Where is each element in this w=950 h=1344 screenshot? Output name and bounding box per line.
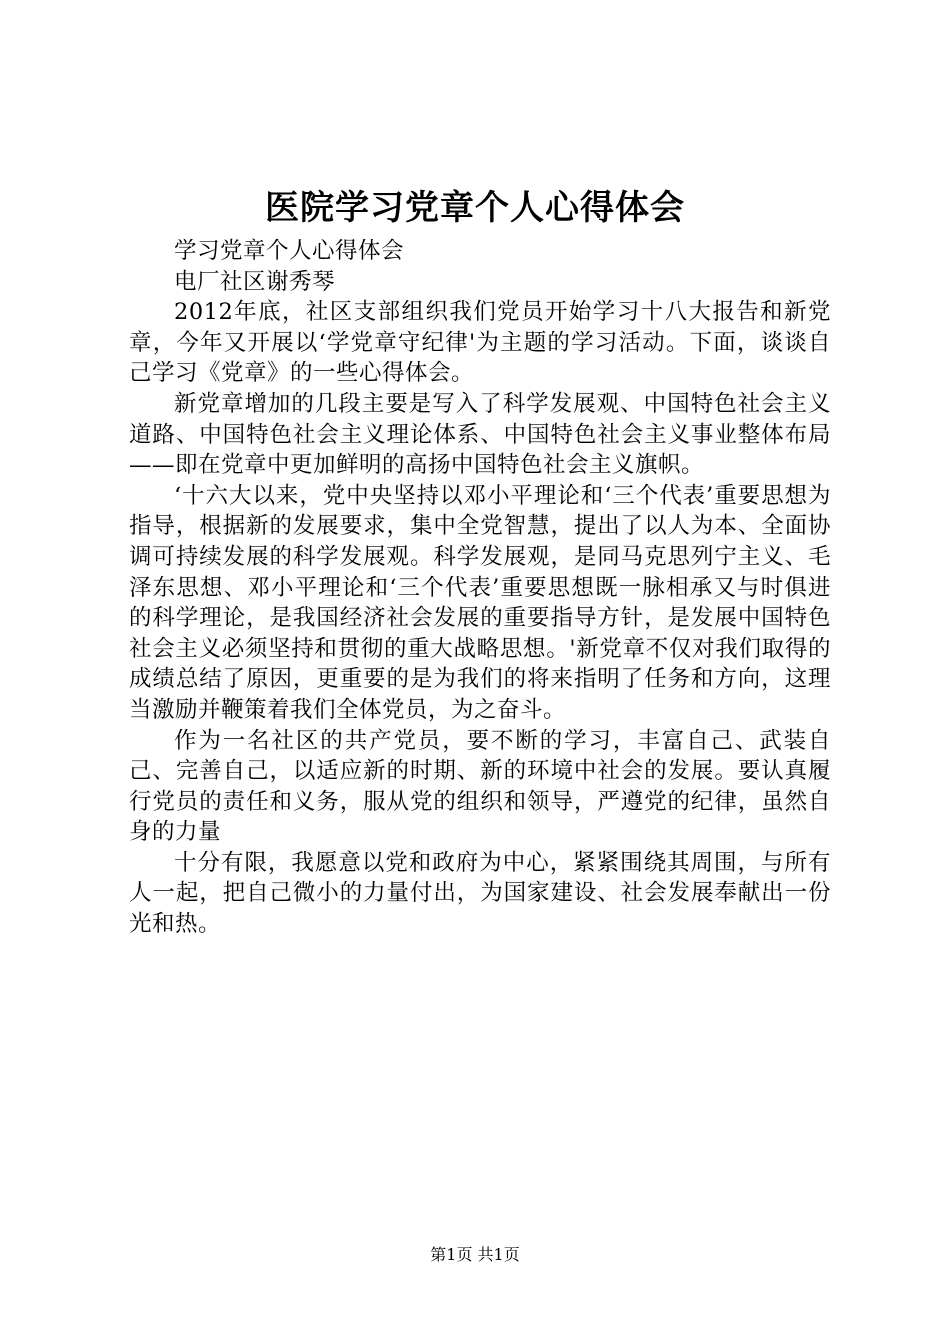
page-number-footer: 第1页 共1页 xyxy=(430,1245,520,1264)
body-paragraph-4: 作为一名社区的共产党员，要不断的学习，丰富自己、武装自己、完善自己，以适应新的时期、新的环境中社会的发展。要认真履行党员的责任和义务，服从党的组织和领导，严遵党的纪律，虽然自身的力量 xyxy=(129,727,831,846)
author-paragraph: 电厂社区谢秀琴 xyxy=(174,268,336,295)
body-paragraph-5: 十分有限，我愿意以党和政府为中心，紧紧围绕其周围，与所有人一起，把自己微小的力量付出，为国家建设、社会发展奉献出一份光和热。 xyxy=(129,849,831,938)
document-body xyxy=(129,236,831,940)
document-title: 医院学习党章个人心得体会 xyxy=(265,188,685,228)
body-paragraph-1: 2012年底，社区支部组织我们党员开始学习十八大报告和新党章，今年又开展以‘学党章守纪律'为主题的学习活动。下面，谈谈自己学习《党章》的一些心得体会。 xyxy=(129,299,831,387)
body-paragraph-2: 新党章增加的几段主要是写入了科学发展观、中国特色社会主义道路、中国特色社会主义理论体系、中国特色社会主义事业整体布局——即在党章中更加鲜明的高扬中国特色社会主义旗帜。 xyxy=(129,390,831,479)
subtitle-paragraph: 学习党章个人心得体会 xyxy=(174,238,405,264)
body-paragraph-3: ‘十六大以来，党中央坚持以邓小平理论和‘三个代表’重要思想为指导，根据新的发展要求，集中全党智慧，提出了以人为本、全面协调可持续发展的科学发展观。科学发展观，是同马克思列宁主义、毛泽东思想、邓小平理论和‘三个代表’重要思想既一脉相承又与时俱进的科学理论，是我国经济社会发展的重要指导方针，是发展中国特色社会主义必须坚持和贯彻的重大战略思想。'新党章不仅对我们取得的成绩总结了原因，更重要的是为我们的将来指明了任务和方向，这理当激励并鞭策着我们全体党员，为之奋斗。 xyxy=(129,482,831,723)
